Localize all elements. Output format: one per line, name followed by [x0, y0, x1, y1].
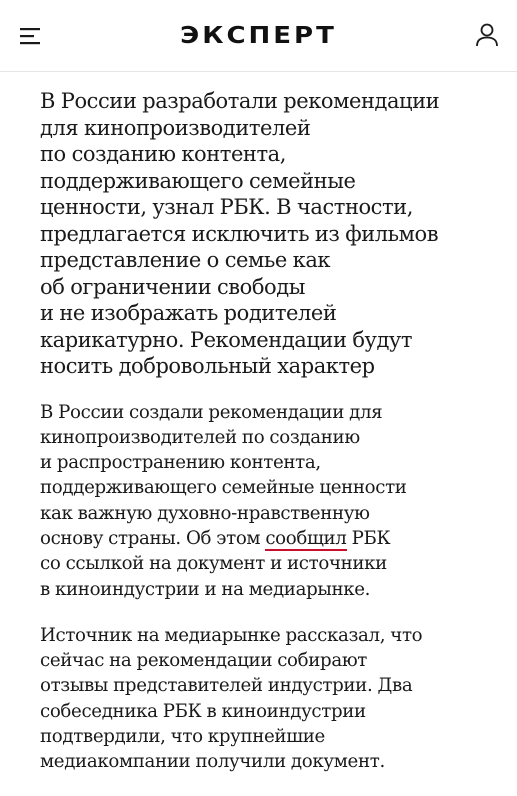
lead-line: для кинопроизводителей: [40, 115, 311, 140]
user-account-button[interactable]: [475, 22, 499, 48]
lead-line: об ограничении свободы: [40, 274, 305, 299]
article-paragraph-2: [40, 623, 490, 775]
paragraph-line: собеседника РБК в киноиндустрии: [40, 700, 366, 722]
article-paragraph-1: [40, 400, 490, 602]
user-icon: [475, 22, 499, 48]
article-lead: [40, 88, 490, 380]
lead-line: карикатурно. Рекомендации будут: [40, 327, 412, 352]
paragraph-line: в киноиндустрии и на медиарынке.: [40, 578, 371, 600]
source-link[interactable]: сообщил: [265, 527, 347, 549]
lead-line: и не изображать родителей: [40, 301, 337, 325]
paragraph-line: со ссылкой на документ и источники: [40, 553, 387, 575]
paragraph-line: Источник на медиарынке рассказал, что: [40, 624, 423, 646]
article-body: [40, 88, 490, 796]
link-suffix-text: РБК: [346, 527, 391, 549]
paragraph-line: отзывы представителей индустрии. Два: [40, 675, 413, 697]
paragraph-line: как важную духовно-нравственную: [40, 502, 370, 524]
paragraph-line-with-link: [40, 526, 490, 551]
paragraph-line: поддерживающего семейные ценности: [40, 477, 407, 499]
lead-line: по созданию контента,: [40, 142, 286, 166]
lead-line: носить добровольный характер: [40, 354, 375, 378]
lead-line: предлагается исключить из фильмов: [40, 221, 439, 246]
paragraph-line: медиакомпании получили документ.: [40, 751, 385, 773]
paragraph-line: В России создали рекомендации для: [40, 401, 383, 423]
site-logo[interactable]: ЭКСПЕРТ: [180, 22, 337, 50]
link-prefix-text: основу страны. Об этом: [40, 527, 266, 549]
lead-line: представление о семье как: [40, 248, 331, 272]
lead-line: В России разработали рекомендации: [40, 89, 440, 113]
paragraph-line: кинопроизводителей по созданию: [40, 426, 360, 448]
lead-line: поддерживающего семейные: [40, 168, 356, 193]
site-header: [0, 0, 517, 72]
paragraph-line: сейчас на рекомендации собирают: [40, 650, 368, 672]
paragraph-line: подтвердили, что крупнейшие: [40, 726, 325, 748]
paragraph-line: и распространению контента,: [40, 452, 321, 474]
lead-line: ценности, узнал РБК. В частности,: [40, 195, 413, 219]
